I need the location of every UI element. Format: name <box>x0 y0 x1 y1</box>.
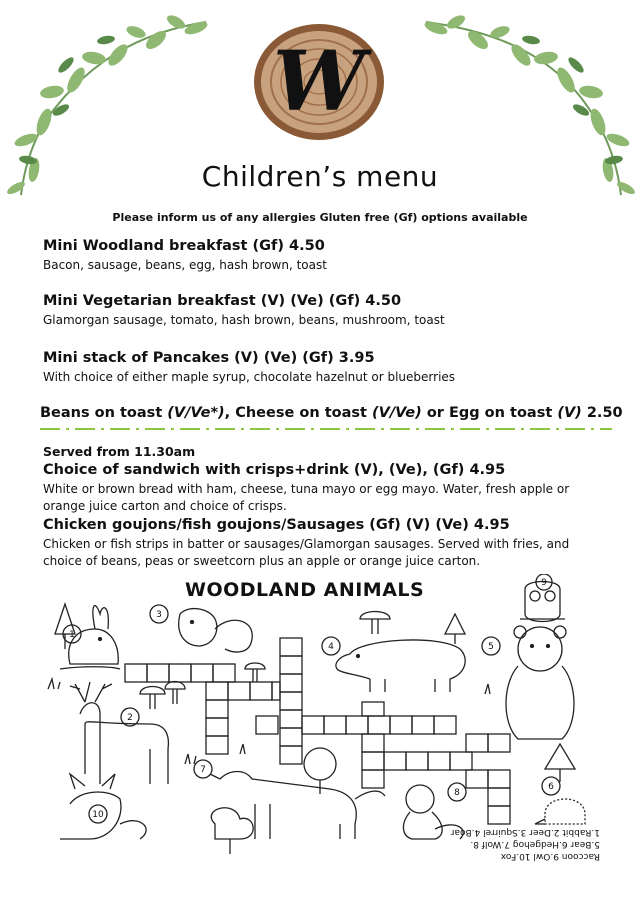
menu-item <box>43 238 603 274</box>
clue-number: 10 <box>92 810 104 820</box>
deer-icon <box>70 682 168 784</box>
menu-item <box>43 293 603 329</box>
bear-icon <box>506 626 574 739</box>
hedgehog-icon <box>535 799 585 824</box>
menu-item-name: Mini Woodland breakfast (Gf) 4.50 <box>43 238 325 254</box>
clue-number: 8 <box>454 788 460 798</box>
clue-number: 6 <box>548 782 554 792</box>
menu-item-name: Chicken goujons/fish goujons/Sausages (Gf) (V) (Ve) 4.95 <box>43 517 510 533</box>
clue-line: 5.Bear 6.Hedgehog 7.Wolf 8. <box>470 839 600 849</box>
clue-number: 7 <box>200 765 206 775</box>
beans-on-toast-line <box>40 405 623 421</box>
beans-price: 2.50 <box>581 405 623 421</box>
menu-item-description: Chicken or fish strips in batter or sausages/Glamorgan sausages. Served with fries, and choice of beans, peas or sweetcorn plus an apple or orange juice carton. <box>43 537 570 568</box>
page-title: Children’s menu <box>201 160 439 193</box>
menu-item-name: Choice of sandwich with crisps+drink (V), (Ve), (Gf) 4.95 <box>43 462 506 478</box>
cheese-part-diet: (V/Ve) <box>371 405 422 421</box>
boar-icon <box>336 640 465 692</box>
menu-item <box>43 350 603 386</box>
tree-icon <box>55 604 575 854</box>
menu-item-name: Mini stack of Pancakes (V) (Ve) (Gf) 3.95 <box>43 350 375 366</box>
puzzle-title: WOODLAND ANIMALS <box>185 579 425 601</box>
clue-line: Raccoon 9.Owl 10.Fox <box>500 851 600 861</box>
clue-number: 5 <box>488 642 494 652</box>
allergy-note: Please inform us of any allergies Gluten free (Gf) options available <box>112 211 528 224</box>
clue-number: 3 <box>156 610 162 620</box>
menu-item-name: Mini Vegetarian breakfast (V) (Ve) (Gf) 4.50 <box>43 293 402 309</box>
egg-part: or Egg on toast <box>421 405 558 421</box>
logo-letter: W <box>272 34 366 130</box>
grass-icon <box>48 679 490 764</box>
menu-item-description: Bacon, sausage, beans, egg, hash brown, toast <box>43 258 327 272</box>
clue-number: 4 <box>328 642 334 652</box>
egg-part-diet: (V) <box>557 405 582 421</box>
wood-slice-logo <box>252 22 386 142</box>
clue-number: 1 <box>69 630 75 640</box>
beans-part-diet: (V/Ve*) <box>167 405 225 421</box>
dashed-divider <box>40 427 612 431</box>
crossword-grid <box>125 638 510 824</box>
cheese-part: , Cheese on toast <box>224 405 372 421</box>
clue-number: 9 <box>541 578 547 588</box>
beans-part: Beans on toast <box>40 405 168 421</box>
mushroom-icon <box>140 612 390 710</box>
served-from-note: Served from 11.30am <box>43 444 196 459</box>
squirrel-icon <box>179 609 253 652</box>
menu-item-description: With choice of either maple syrup, chocolate hazelnut or blueberries <box>43 370 456 384</box>
clue-line: 1.Rabbit 2.Deer 3.Squirrel 4.Boar <box>450 827 600 837</box>
puzzle-clues-upside-down <box>410 826 600 862</box>
clue-number: 2 <box>127 713 133 723</box>
menu-item <box>43 462 603 515</box>
menu-item-description: White or brown bread with ham, cheese, tuna mayo or egg mayo. Water, fresh apple or orange juice carton and choice of crisps. <box>43 482 570 513</box>
wolf-icon <box>210 772 385 840</box>
menu-item <box>43 517 603 570</box>
menu-item-description: Glamorgan sausage, tomato, hash brown, beans, mushroom, toast <box>43 313 445 327</box>
clue-number-circles <box>63 574 560 823</box>
